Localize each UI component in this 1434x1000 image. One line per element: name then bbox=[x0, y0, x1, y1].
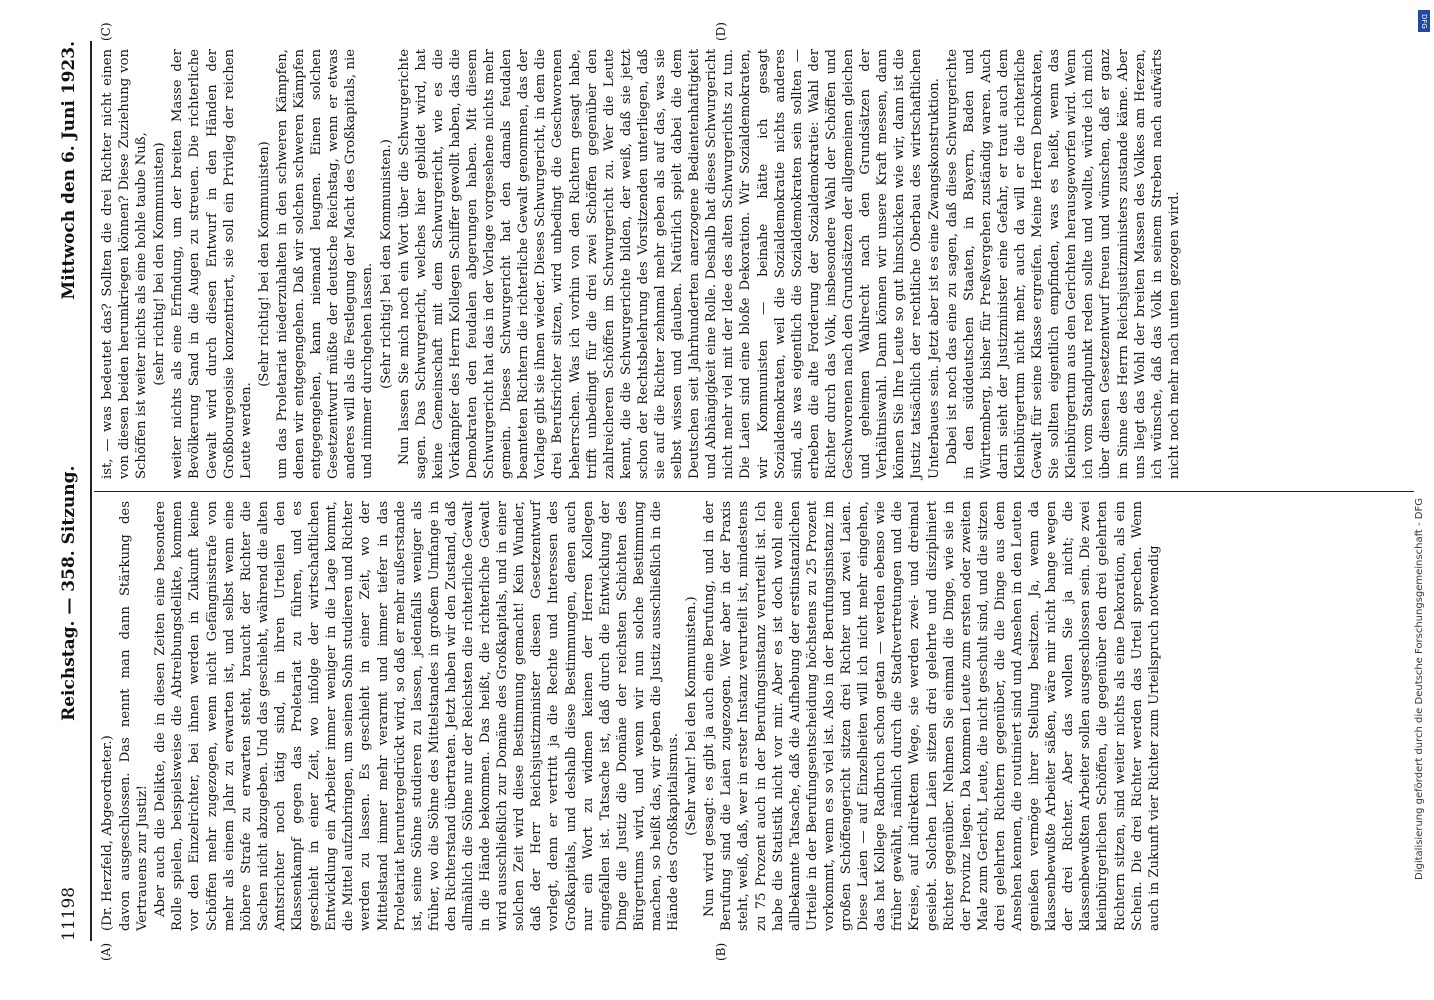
speaker-line: (Dr. Herzfeld, Abgeordneter.) bbox=[100, 735, 115, 931]
interjection: (Sehr richtig! bei den Kommunisten) bbox=[256, 141, 272, 387]
paragraph: Dabei ist noch das eine zu sagen, daß diese Schwurgerichte in den süddeutschen Staaten, in Bayern, Baden und Württemberg, bisher für Preßvergehen zuständig waren. Auch darin sieht der Justizminister eine Gefahr, er traut auch dem Kleinbürgertum nicht mehr, auch da will er die richterliche Gewalt für seine Klasse ergreifen. Meine Herren Demokraten, Sie sollten eigentlich empfinden, was es heißt, wenn das Kleinbürgertum aus den Gerichten herausgeworfen wird. Wenn ich vom Standpunkt reden sollte und wollte, würde ich mich über diesen Gesetzentwurf freuen und wünschen, daß er ganz im Sinne des Herrn Reichsjustizministers zustande käme. Aber uns liegt das Wohl der breiten Massen des Volkes am Herzen, ich wünsche, daß das Volk in seinem Streben nach aufwärts nicht noch mehr nach unten gezogen wird. bbox=[944, 49, 1182, 479]
paragraph: ist, — was bedeutet das? Sollten die drei Richter nicht einen von diesen beiden herumkriegen können? Diese Zuziehung von Schöffen ist weiter nichts als eine hohle taube Nuß, bbox=[100, 49, 150, 479]
page-header bbox=[52, 41, 86, 941]
paragraph: weiter nichts als eine Erfindung, um der breiten Masse der Bevölkerung Sand in die Augen zu streuen. Die richterliche Gewalt wird durch diesen Entwurf in den Händen der Großbourgeoisie konzentriert, sie soll ein Privileg der reichen Leute werden. bbox=[170, 49, 254, 479]
interjection: (Sehr wahr! bei den Kommunisten.) bbox=[684, 596, 700, 836]
paragraph: um das Proletariat niederzuhalten in den schweren Kämpfen, denen wir entgegengehen. Daß wir solchen schweren Kämpfen entgegengehen, kann niemand leugnen. Einen solchen Gesetzentwurf müßte der deutsche Reichstag, wenn er etwas anderes will als die Festlegung der Macht des Großkapitals, nie und nimmer durchgehen lassen. bbox=[274, 49, 376, 479]
digitization-footer bbox=[1414, 40, 1428, 880]
paragraph: Nun wird gesagt: es gibt ja auch eine Berufung, und in der Berufung sind die Laien zugezogen. Wer aber in der Praxis steht, weiß, daß, wer in erster Instanz verurteilt ist, mindestens zu 75 Prozent auch in der Berufungsinstanz verurteilt ist. Ich habe die Statistik nicht vor mir. Aber es ist doch wohl eine allbekannte Tatsache, daß die Aufhebung der erstinstanzlichen Urteile in der Berufungsentscheidung höchstens zu 25 Prozent vorkommt, wenn es so viel ist. Also in der Berufungsinstanz im großen Schöffengericht sitzen drei Richter und zwei Laien. Diese Laien — auf Einzelheiten will ich nicht mehr eingehen, das hat Kollege Radbruch schon getan — werden ebenso wie früher gewählt, nämlich durch die Stadtvertretungen und die Kreise, auf indirektem Wege, sie werden zwei- und dreimal gesiebt. Solchen Laien sitzen drei gelehrte und diszipliniert Richter gegenüber. Nehmen Sie einmal die Dinge, wie sie in der Provinz liegen. Da kommen Leute zum ersten oder zweiten Male zum Gericht, Leute, die nicht geschult sind, und die sitzen drei gelehrten Richtern gegenüber, die die Dinge aus dem Ansehen kennen, die routiniert sind und Ansehen in den Leuten genießen vermöge ihrer Stellung besitzen. Ja, wenn da klassenbewußte Arbeiter säßen, wäre mir nicht bange wegen der drei Richter. Aber das wollen Sie ja nicht; die klassenbewußten Arbeiter sollen ausgeschlossen sein. Die zwei kleinbürgerlichen Schöffen, die gegenüber den drei gelehrten Richtern sitzen, sind weiter nichts als eine Dekoration, als ein Schein. Die drei Richter werden das Urteil sprechen. Wenn auch in Zukunft vier Richter zum Urteilspruch notwendig bbox=[702, 501, 1162, 931]
column-divider bbox=[94, 491, 1414, 492]
header-title: Reichstag. — 358. Sitzung. bbox=[59, 465, 79, 721]
header-rule bbox=[90, 41, 92, 941]
margin-mark-d: (D) bbox=[714, 22, 728, 41]
dfg-logo: DFG bbox=[1418, 10, 1430, 32]
scanned-page bbox=[24, 16, 1419, 981]
margin-mark-a: (A) bbox=[99, 942, 113, 961]
rotated-page-content bbox=[24, 16, 1419, 981]
page-number: 11198 bbox=[59, 886, 79, 941]
header-date: Mittwoch den 6. Juni 1923. bbox=[59, 41, 79, 300]
paragraph: Aber auch die Delikte, die in diesen Zeiten eine besondere Rolle spielen, beispielsweise die Abtreibungsdelikte, kommen vor den Einzelrichter, bei ihnen werden in Zukunft keine Schöffen mehr zugezogen, wenn nicht Gefängnisstrafe von mehr als einem Jahr zu erwarten ist, und selbst wenn eine höhere Strafe zu erwarten steht, braucht der Richter die Sachen nicht abzugeben. Und das geschieht, während die alten Amtsrichter noch tätig sind, in ihren Urteilen den Klassenkampf gegen das Proletariat zu führen, und es geschieht in einer Zeit, wo infolge der wirtschaftlichen Entwicklung ein Arbeiter immer weniger in die Lage kommt, die Mittel aufzubringen, um seinen Sohn studieren und Richter werden zu lassen. Es geschieht in einer Zeit, wo der Mittelstand immer mehr verarmt und immer tiefer in das Proletariat heruntergedrückt wird, so daß er mehr außerstande ist, seine Söhne studieren zu lassen, jedenfalls weniger als früher, wo die Söhne des Mittelstandes in großem Umfange in den Richterstand übertraten. Jetzt haben wir den Zustand, daß allmählich die Söhne nur der Reichsten die richterliche Gewalt in die Hände bekommen. Das heißt, die richterliche Gewalt wird ausschließlich zur Domäne des Großkapitals, und in einer solchen Zeit wird diese Bestimmung gemacht! Kein Wunder, daß der Herr Reichsjustizminister diesen Gesetzentwurf vorlegt, denn er vertritt ja die Rechte und Interessen des Großkapitals, und deshalb diese Bestimmungen, denen auch nur ein Wort zu widmen keinen der Herren Kollegen eingefallen ist. Tatsache ist, daß durch die Entwicklung der Dinge die Justiz die Domäne der reichsten Schichten des Bürgertums wird, und wenn wir nun solche Bestimmung machen, so heißt das, wir geben die Justiz ausschließlich in die Hände des Großkapitalismus. bbox=[153, 501, 682, 931]
margin-mark-b: (B) bbox=[714, 942, 728, 961]
footer-text: Digitalisierung gefördert durch die Deutsche Forschungsgemeinschaft - DFG bbox=[1414, 497, 1425, 880]
paragraph: Nun lassen Sie mich noch ein Wort über die Schwurgerichte sagen. Das Schwurgericht, welches hier gebildet wird, hat keine Gemeinschaft mit dem Schwurgericht, wie es die Vorkämpfer des Herrn Kollegen Schiffer gewollt haben, das die Demokraten den feudalen abgerungen haben. Mit diesem Schwurgericht hat das in der Vorlage vorgesehene nichts mehr gemein. Dieses Schwurgericht hat den damals feudalen beamteten Richtern die richterliche Gewalt genommen, das der Vorlage gibt sie ihnen wieder. Dieses Schwurgericht, in dem die drei Berufsrichter sitzen, wird unbedingt die Geschworenen beherrschen. Was ich vorhin von den Richtern gesagt habe, trifft unbedingt für die drei zwei Schöffen gegenüber den zahlreicheren Schöffen im Schwurgericht zu. Wer die Leute kennt, die die Schwurgerichte bilden, der weiß, daß sie jetzt schon der Rechtsbelehrung des Vorsitzenden unterliegen, daß sie auf die Richter zehnmal mehr geben als auf das, was sie selbst wissen und glauben. Natürlich spielt dabei die dem Deutschen seit Jahrhunderten anerzogene Bedientenhaftigkeit und Abhängigkeit eine Rolle. Deshalb hat dieses Schwurgericht nicht mehr viel mit der Idee des alten Schwurgerichts zu tun. Die Laien sind eine bloße Dekoration. Wir Sozialdemokraten, wir Kommunisten — beinahe hätte ich gesagt Sozialdemokraten, weil die Sozialdemokratie nichts anderes sind, als was eigentlich die Sozialdemokraten sein sollten — erheben die alte Forderung der Sozialdemokratie: Wahl der Richter durch das Volk, insbesondere Wahl der Schöffen und Geschworenen nach den Grundsätzen der allgemeinen gleichen und geheimen Wahlrecht nach den Grundsätzen der Verhältniswahl. Dann können wir unsere Kraft messen, dann können Sie Ihre Leute so gut hinschicken wie wir, dann ist die Justiz tatsächlich der rechtliche Oberbau des wirtschaftlichen Unterbaues sein. Jetzt aber ist es eine Zwangskonstruktion. bbox=[396, 49, 942, 479]
right-column bbox=[99, 49, 1184, 479]
margin-mark-c: (C) bbox=[99, 22, 113, 41]
paragraph: davon ausgeschlossen. Das nennt man dann Stärkung des Vertrauens zur Justiz! bbox=[118, 501, 151, 931]
interjection: (Sehr richtig! bei den Kommunisten.) bbox=[378, 139, 394, 389]
interjection: (sehr richtig! bei den Kommunisten) bbox=[152, 142, 168, 386]
left-column bbox=[99, 501, 1164, 931]
